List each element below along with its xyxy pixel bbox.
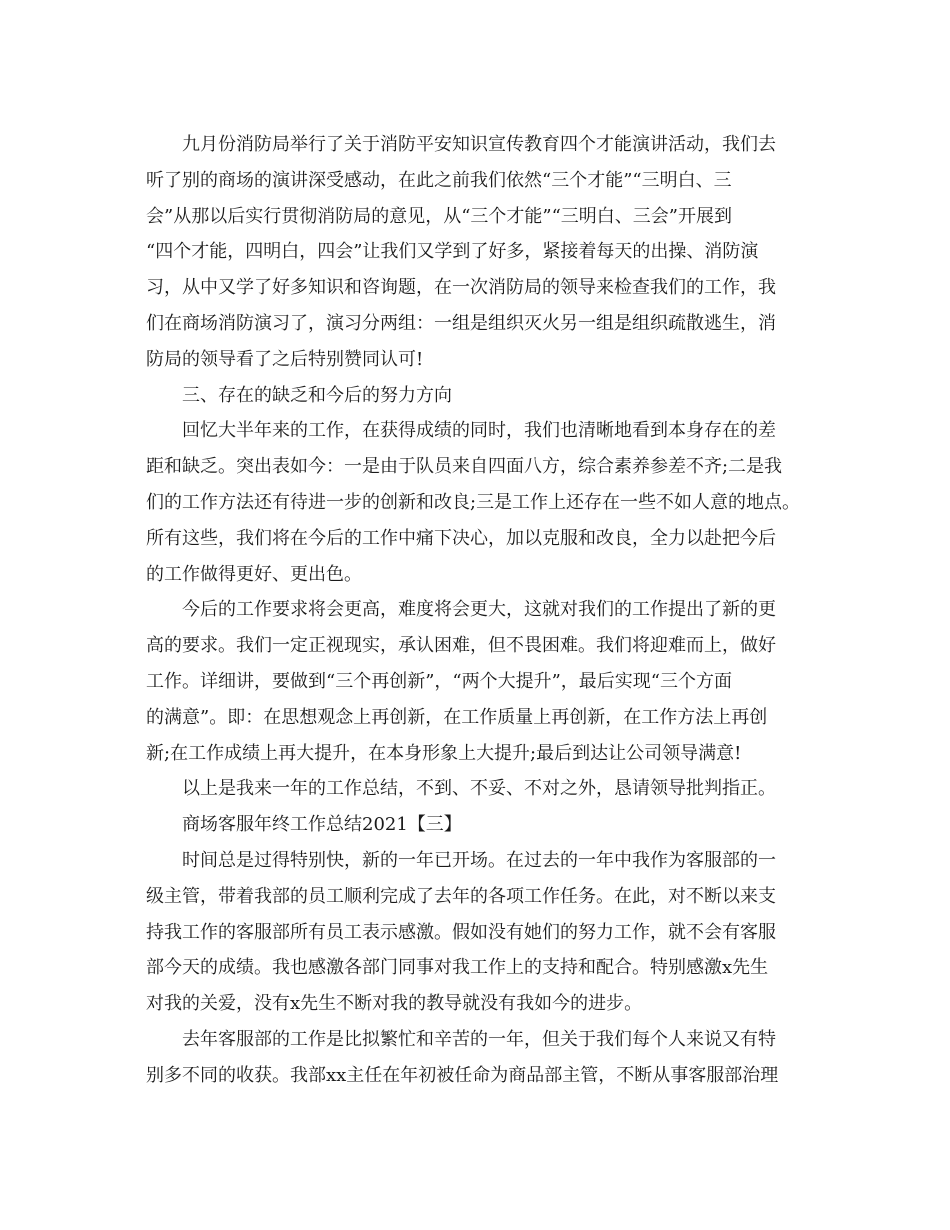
text-line: 持我工作的客服部所有员工表示感激。假如没有她们的努力工作，就不会有客服 (146, 921, 776, 943)
text-line: 工作。详细讲，要做到“三个再创新”，“两个大提升”，最后实现“三个方面 (146, 670, 733, 692)
text-line: 以上是我来一年的工作总结，不到、不妥、不对之外，恳请领导批判指正。 (182, 778, 776, 800)
text-line: 别多不同的收获。我部xx主任在年初被任命为商品部主管，不断从事客服部治理 (146, 1064, 779, 1086)
text-line: 的满意”。即：在思想观念上再创新，在工作质量上再创新，在工作方法上再创 (146, 706, 768, 728)
text-line: 所有这些，我们将在今后的工作中痛下决心，加以克服和改良，全力以赴把今后 (146, 527, 776, 549)
text-line: 会”从那以后实行贯彻消防局的意见，从“三个才能”“三明白、三会”开展到 (146, 205, 733, 227)
text-line: 三、存在的缺乏和今后的努力方向 (182, 384, 452, 406)
text-line: 的工作做得更好、更出色。 (146, 563, 362, 585)
text-line: 们在商场消防演习了，演习分两组：一组是组织灭火另一组是组织疏散逃生，消 (146, 312, 776, 334)
text-line: 新;在工作成绩上再大提升，在本身形象上大提升;最后到达让公司领导满意! (146, 742, 742, 764)
text-line: 回忆大半年来的工作，在获得成绩的同时，我们也清晰地看到本身存在的差 (182, 420, 776, 442)
text-line: 防局的领导看了之后特别赞同认可! (146, 348, 424, 370)
text-line: 对我的关爱，没有x先生不断对我的教导就没有我如今的进步。 (146, 993, 643, 1015)
document-body (146, 127, 826, 1094)
text-line: 今后的工作要求将会更高，难度将会更大，这就对我们的工作提出了新的更 (182, 599, 776, 621)
text-line: 距和缺乏。突出表如今：一是由于队员来自四面八方，综合素养参差不齐;二是我 (146, 456, 783, 478)
text-line: 听了别的商场的演讲深受感动，在此之前我们依然“三个才能”“三明白、三 (146, 169, 732, 191)
text-line: 去年客服部的工作是比拟繁忙和辛苦的一年，但关于我们每个人来说又有特 (182, 1028, 776, 1050)
text-line: 习，从中又学了好多知识和咨询题，在一次消防局的领导来检查我们的工作，我 (146, 277, 776, 299)
text-line: “四个才能，四明白，四会”让我们又学到了好多，紧接着每天的出操、消防演 (146, 241, 759, 263)
text-line: 九月份消防局举行了关于消防平安知识宣传教育四个才能演讲活动，我们去 (182, 134, 776, 155)
text-line: 部今天的成绩。我也感激各部门同事对我工作上的支持和配合。特别感激x先生 (146, 957, 769, 979)
text-line: 们的工作方法还有待进一步的创新和改良;三是工作上还存在一些不如人意的地点。 (146, 491, 801, 513)
text-line: 时间总是过得特别快，新的一年已开场。在过去的一年中我作为客服部的一 (182, 849, 776, 871)
text-line: 高的要求。我们一定正视现实，承认困难，但不畏困难。我们将迎难而上，做好 (146, 635, 776, 657)
text-line: 级主管，带着我部的员工顺利完成了去年的各项工作任务。在此，对不断以来支 (146, 885, 776, 907)
text-line: 商场客服年终工作总结2021【三】 (182, 814, 462, 836)
